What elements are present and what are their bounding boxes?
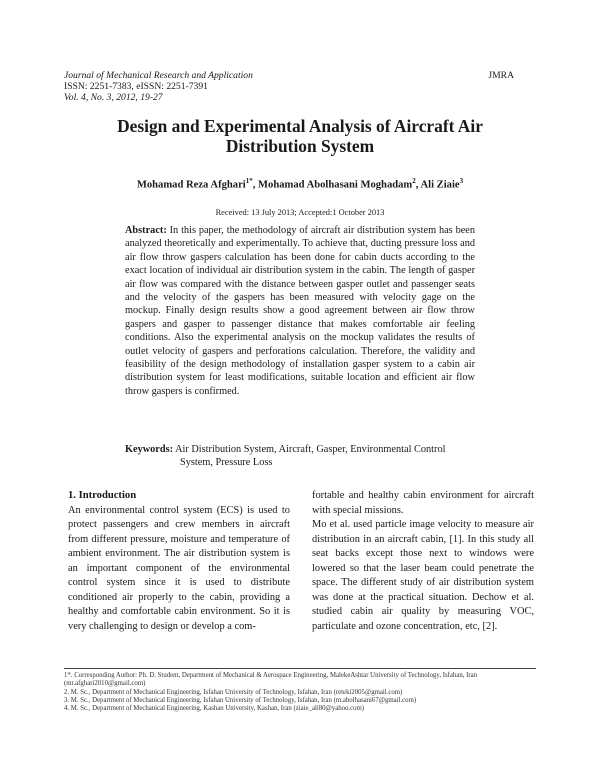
paper-title: Design and Experimental Analysis of Aircraft Air Distribution System: [117, 116, 483, 156]
journal-issn: ISSN: 2251-7383, eISSN: 2251-7391: [64, 81, 208, 93]
journal-name: Journal of Mechanical Research and Application: [64, 70, 253, 81]
abstract-label: Abstract:: [125, 225, 167, 236]
author-sep-1: ,: [252, 179, 259, 191]
author-list: [80, 177, 520, 191]
abstract-text: In this paper, the methodology of aircraft air distribution system has been analyzed theoretically and experimentally. To achieve that, ducting pressure loss and air flow throw gaspers calculation has been done for cabin ducts according to the exact location of individual air distribution system in the cabin. The length of gasper air flow was compared with the distance between gasper outlet and passenger seats and the velocity of the gaspers has been measured with velocity gage on the mockup. Finally design results show a good agreement between air flow throw gaspers and gasper to passenger distance that makes comfortable air feeling conditions. Also the experimental analysis on the mockup validates the results of outlet velocity of gaspers and perforations calculation. Therefore, the validity and feasibility of the design methodology of installation gasper system to a cabin air distribution system for least modifications, suitable location and efficient air flow throw gaspers is confirmed.: [125, 225, 476, 397]
author-2: Mohamad Abolhasani Moghadam: [258, 179, 413, 191]
footnote-divider: [64, 668, 536, 669]
journal-volume: Vol. 4, No. 3, 2012, 19-27: [64, 92, 163, 104]
footnotes: [64, 672, 536, 713]
author-3: Ali Ziaie: [420, 179, 460, 191]
author-1: Mohamad Reza Afghari: [136, 179, 246, 191]
footnote-4: 4. M. Sc., Department of Mechanical Engineering, Kashan University, Kashan, Iran (ziaie_ali80@yahoo.com): [64, 705, 365, 713]
author-sep-2: ,: [415, 179, 421, 191]
journal-abbrev: JMRA: [488, 70, 514, 81]
section-heading-introduction: 1. Introduction: [68, 490, 137, 501]
intro-paragraph-1: An environmental control system (ECS) is used to protect passengers and crew members in aircraft from different pressure, moisture and temperature of ambient environment. The air distribution system is an important component of the environmental control system since it is used to distribute conditioned air properly to the cabin, providing a healthy and comfortable cabin environment. So it is very challenging to design or develop a com-: [68, 504, 290, 632]
received-dates: Received: 13 July 2013; Accepted:1 October 2013: [215, 208, 385, 217]
keywords-label: Keywords:: [125, 444, 174, 455]
journal-header: [64, 70, 253, 104]
author-3-sup: 3: [459, 177, 464, 185]
keywords-line-1: Air Distribution System, Aircraft, Gasper, Environmental Control: [175, 444, 446, 455]
footnote-2: 2. M. Sc., Department of Mechanical Engineering, Isfahan University of Technology, Isfahan, Iran (reteki2005@gmail.com): [64, 688, 403, 696]
author-1-sup: 1*: [245, 177, 253, 185]
keywords-line-2: System, Pressure Loss: [180, 457, 273, 469]
intro-paragraph-continued: fortable and healthy cabin environment for aircraft with special missions.: [312, 490, 534, 516]
abstract: [125, 224, 475, 398]
footnote-3: 3. M. Sc., Department of Mechanical Engineering, Isfahan University of Technology, Isfahan, Iran (m.abolhasani67@gmail.com): [64, 696, 417, 704]
column-right: [312, 489, 534, 634]
keywords: [125, 443, 495, 470]
column-left: [68, 489, 290, 634]
author-2-sup: 2: [412, 177, 416, 185]
footnote-1: 1*. Corresponding Author: Ph. D. Student, Department of Mechanical & Aerospace Engineering, MalekeAshtar University of Technology, Isfahan, Iran (mr.afghari2010@gmail.com): [64, 672, 478, 688]
intro-paragraph-2: Mo et al. used particle image velocity to measure air distribution in an aircraft cabin, [1]. In this study all seat backs except those next to windows were lowered so that the laser beam could penetrate the space. The different study of air distribution system was done at the practical situation. Dechow et al. studied cabin air quality by measuring VOC, particulate and ozone concentration, etc, [2].: [312, 519, 534, 632]
